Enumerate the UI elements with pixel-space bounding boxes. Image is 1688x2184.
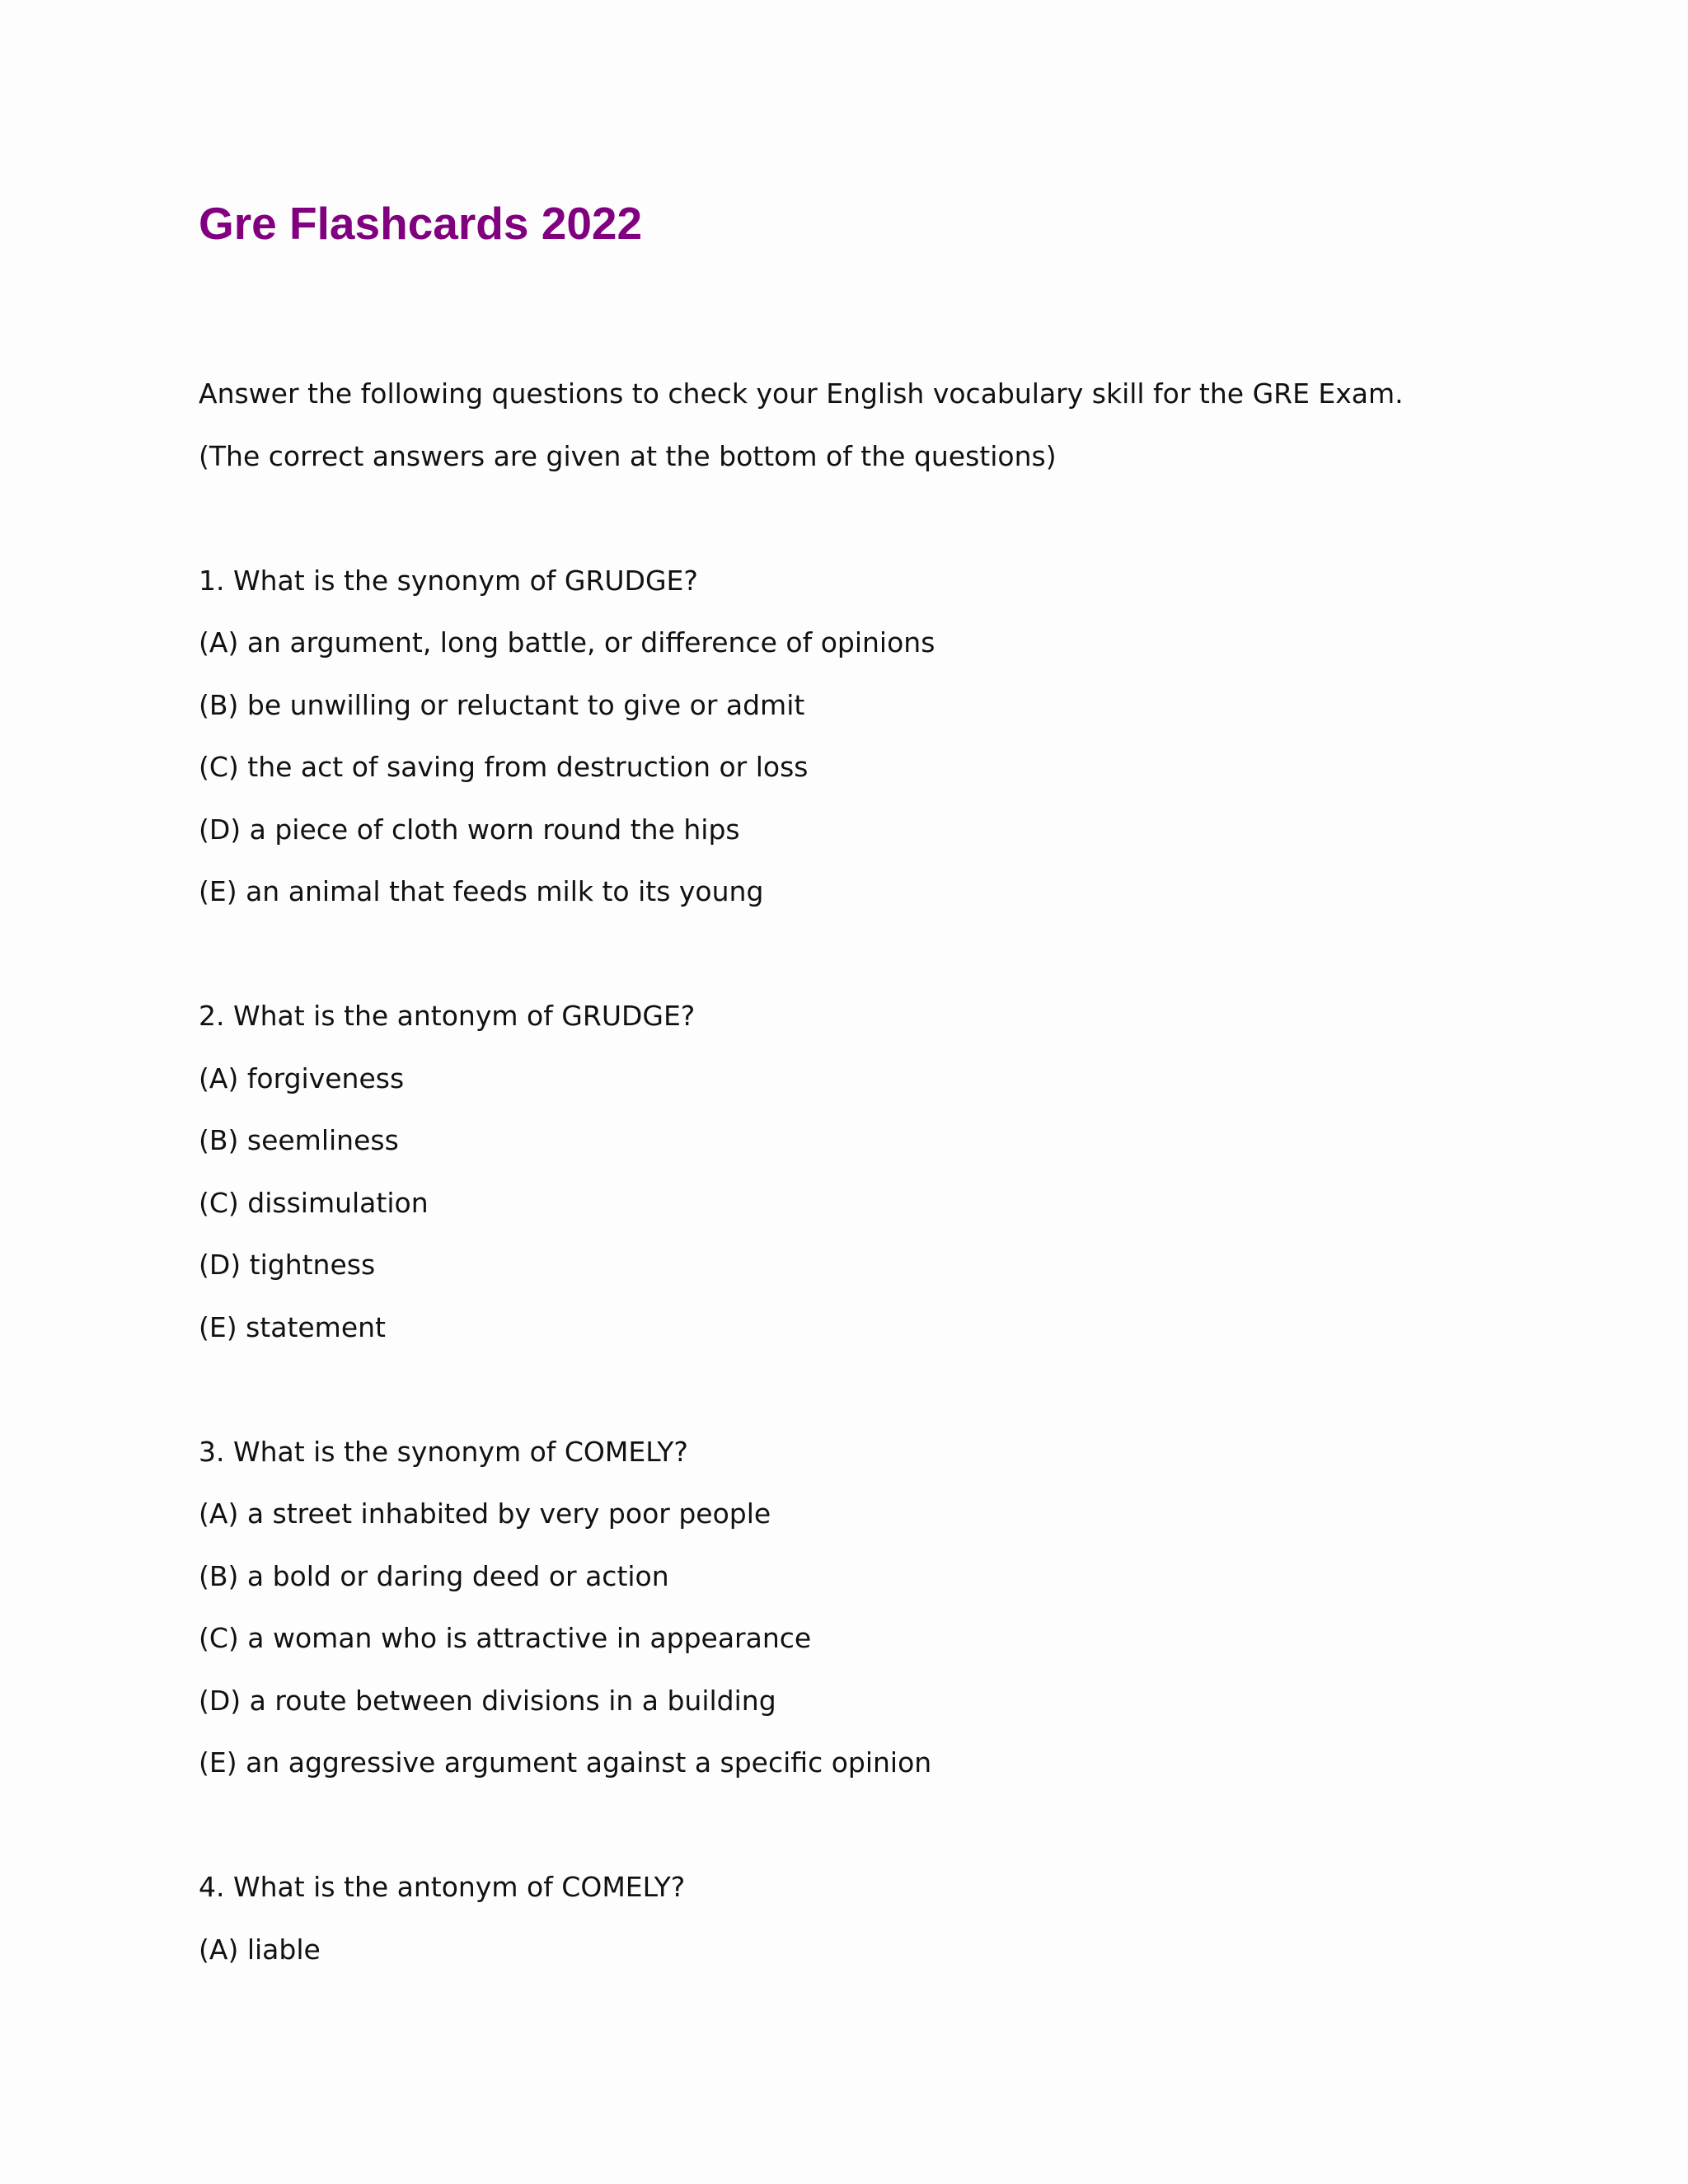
spacer: [199, 487, 1550, 550]
answer-option: (E) an aggressive argument against a specific opinion: [199, 1746, 932, 1779]
question-prompt: 2. What is the antonym of GRUDGE?: [199, 1000, 696, 1032]
question-prompt: 4. What is the antonym of COMELY?: [199, 1871, 686, 1903]
page-title: Gre Flashcards 2022: [199, 198, 643, 249]
document-body: [199, 363, 1550, 1980]
question-block: [199, 985, 1550, 1358]
answer-option: (A) an argument, long battle, or difference of opinions: [199, 626, 935, 658]
answer-option: (A) forgiveness: [199, 1062, 405, 1094]
answer-option: (C) the act of saving from destruction or loss: [199, 751, 809, 783]
intro-text: Answer the following questions to check your English vocabulary skill for the GRE Exam.: [199, 377, 1404, 410]
question-prompt: 3. What is the synonym of COMELY?: [199, 1435, 688, 1468]
spacer: [199, 1358, 1550, 1421]
answer-option: (D) a route between divisions in a building: [199, 1684, 776, 1717]
spacer: [199, 1794, 1550, 1857]
answer-option: (B) a bold or daring deed or action: [199, 1559, 669, 1592]
answer-option: (C) dissimulation: [199, 1186, 429, 1219]
answers-note: (The correct answers are given at the bottom of the questions): [199, 439, 1057, 472]
answer-option: (B) be unwilling or reluctant to give or admit: [199, 688, 805, 721]
answer-option: (D) a piece of cloth worn round the hips: [199, 813, 740, 846]
question-prompt: 1. What is the synonym of GRUDGE?: [199, 564, 698, 597]
answer-option: (D) tightness: [199, 1249, 376, 1281]
answer-option: (A) liable: [199, 1933, 321, 1966]
answer-option: (E) statement: [199, 1310, 386, 1343]
question-block: [199, 550, 1550, 923]
answer-option: (E) an animal that feeds milk to its young: [199, 875, 764, 907]
question-block: [199, 1856, 1550, 1980]
answer-option: (B) seemliness: [199, 1124, 399, 1156]
question-block: [199, 1421, 1550, 1794]
answer-option: (A) a street inhabited by very poor people: [199, 1497, 771, 1530]
spacer: [199, 923, 1550, 986]
answer-option: (C) a woman who is attractive in appearance: [199, 1622, 812, 1654]
